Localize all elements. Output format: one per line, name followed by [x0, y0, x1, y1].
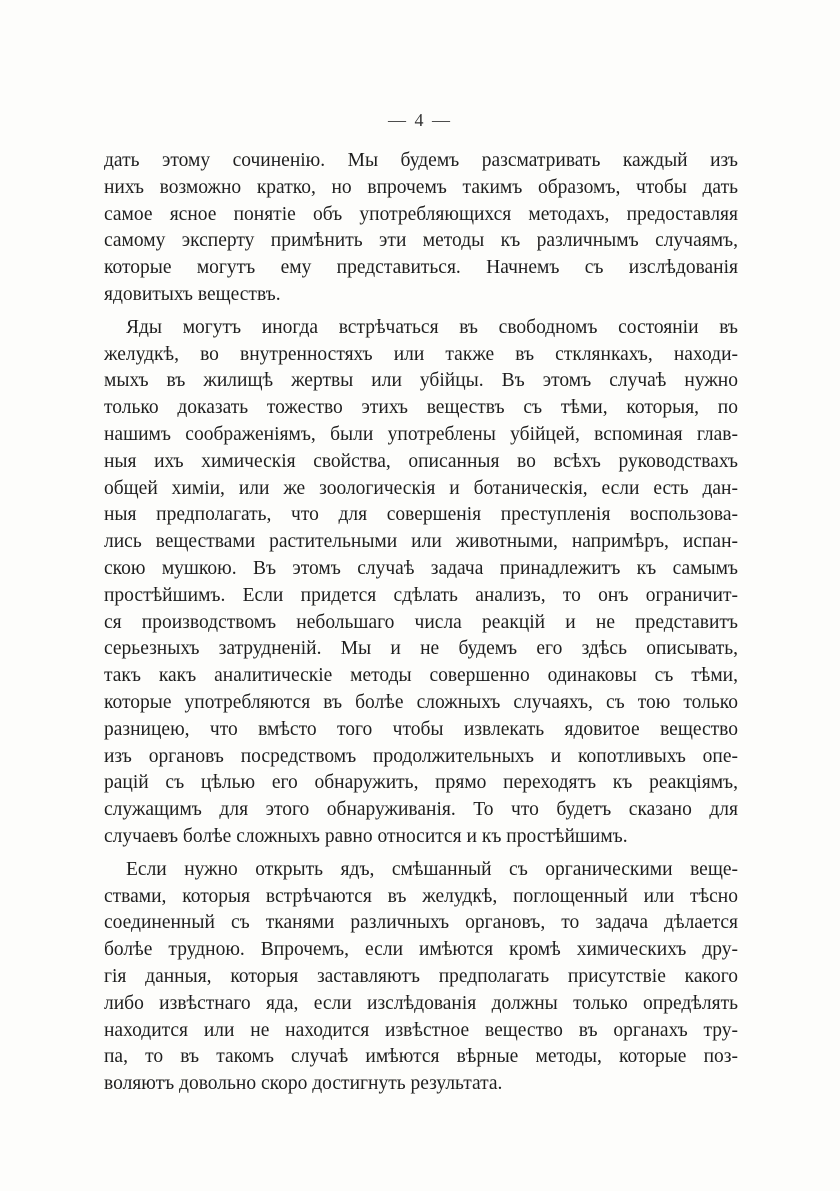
- text-line: лись веществами растительными или животными, напримѣръ, испан-: [104, 531, 738, 553]
- text-line: простѣйшимъ. Если придется сдѣлать анализъ, то онъ ограничит-: [104, 584, 738, 606]
- text-line: случаевъ болѣе сложныхъ равно относится и къ простѣйшимъ.: [104, 825, 628, 847]
- text-line: либо извѣстнаго яда, если изслѣдованія должны только опредѣлять: [104, 992, 738, 1014]
- text-line: нихъ возможно кратко, но впрочемъ такимъ образомъ, чтобы дать: [104, 176, 738, 198]
- text-line: па, то въ такомъ случаѣ имѣются вѣрные методы, которые поз-: [104, 1046, 738, 1068]
- text-line: ныя ихъ химическія свойства, описанныя во всѣхъ руководствахъ: [104, 450, 738, 472]
- text-line: только доказать тожество этихъ веществъ съ тѣми, которыя, по: [104, 397, 738, 419]
- text-line: ныя предполагать, что для совершенія преступленія воспользова-: [104, 504, 738, 526]
- text-line: мыхъ въ жилищѣ жертвы или убійцы. Въ этомъ случаѣ нужно: [104, 370, 738, 392]
- text-line: которые употребляются въ болѣе сложныхъ случаяхъ, съ тою только: [104, 691, 738, 713]
- text-line: желудкѣ, во внутренностяхъ или также въ стклянкахъ, находи-: [104, 343, 738, 365]
- text-line: воляютъ довольно скоро достигнуть результата.: [104, 1073, 503, 1095]
- paragraph-3: [104, 857, 738, 1098]
- paragraph-2: [104, 315, 738, 851]
- text-line: ствами, которыя встрѣчаются въ желудкѣ, поглощенный или тѣсно: [104, 885, 738, 907]
- text-line: ся производствомъ небольшаго числа реакцій и не представитъ: [104, 611, 738, 633]
- text-line: гія данныя, которыя заставляютъ предполагать присутствіе какого: [104, 965, 738, 987]
- text-line: изъ органовъ посредствомъ продолжительныхъ и копотливыхъ опе-: [104, 745, 738, 767]
- text-line: такъ какъ аналитическіе методы совершенно одинаковы съ тѣми,: [104, 665, 738, 687]
- text-line: дать этому сочиненію. Мы будемъ разсматривать каждый изъ: [104, 150, 738, 171]
- text-line: рацій съ цѣлью его обнаружить, прямо переходятъ къ реакціямъ,: [104, 772, 738, 794]
- text-line: Если нужно открыть ядъ, смѣшанный съ органическими веще-: [126, 858, 738, 880]
- body-text: [104, 148, 738, 1098]
- text-line: серьезныхъ затрудненій. Мы и не будемъ его здѣсь описывать,: [104, 638, 738, 660]
- text-line: нашимъ соображеніямъ, были употреблены убійцей, вспоминая глав-: [104, 423, 738, 445]
- text-line: соединенный съ тканями различныхъ органовъ, то задача дѣлается: [104, 912, 738, 934]
- text-line: служащимъ для этого обнаруживанія. То что будетъ сказано для: [104, 799, 738, 821]
- text-line: скою мушкою. Въ этомъ случаѣ задача принадлежитъ къ самымъ: [104, 557, 738, 579]
- text-line: самому эксперту примѣнить эти методы къ различнымъ случаямъ,: [104, 230, 738, 252]
- text-line: которые могутъ ему представиться. Начнемъ съ изслѣдованія: [104, 257, 738, 279]
- text-line: разницею, что вмѣсто того чтобы извлекать ядовитое вещество: [104, 718, 738, 740]
- text-line: ядовитыхъ веществъ.: [104, 283, 281, 305]
- text-line: самое ясное понятіе объ употребляющихся методахъ, предоставляя: [104, 203, 738, 225]
- paragraph-1: [104, 148, 738, 309]
- text-line: Яды могутъ иногда встрѣчаться въ свободномъ состояніи въ: [126, 316, 738, 338]
- text-line: болѣе трудною. Впрочемъ, если имѣются кромѣ химическихъ дру-: [104, 939, 738, 961]
- text-line: находится или не находится извѣстное вещество въ органахъ тру-: [104, 1019, 738, 1041]
- page-number: — 4 —: [388, 110, 452, 130]
- text-line: общей химіи, или же зоологическія и ботаническія, если есть дан-: [104, 477, 738, 499]
